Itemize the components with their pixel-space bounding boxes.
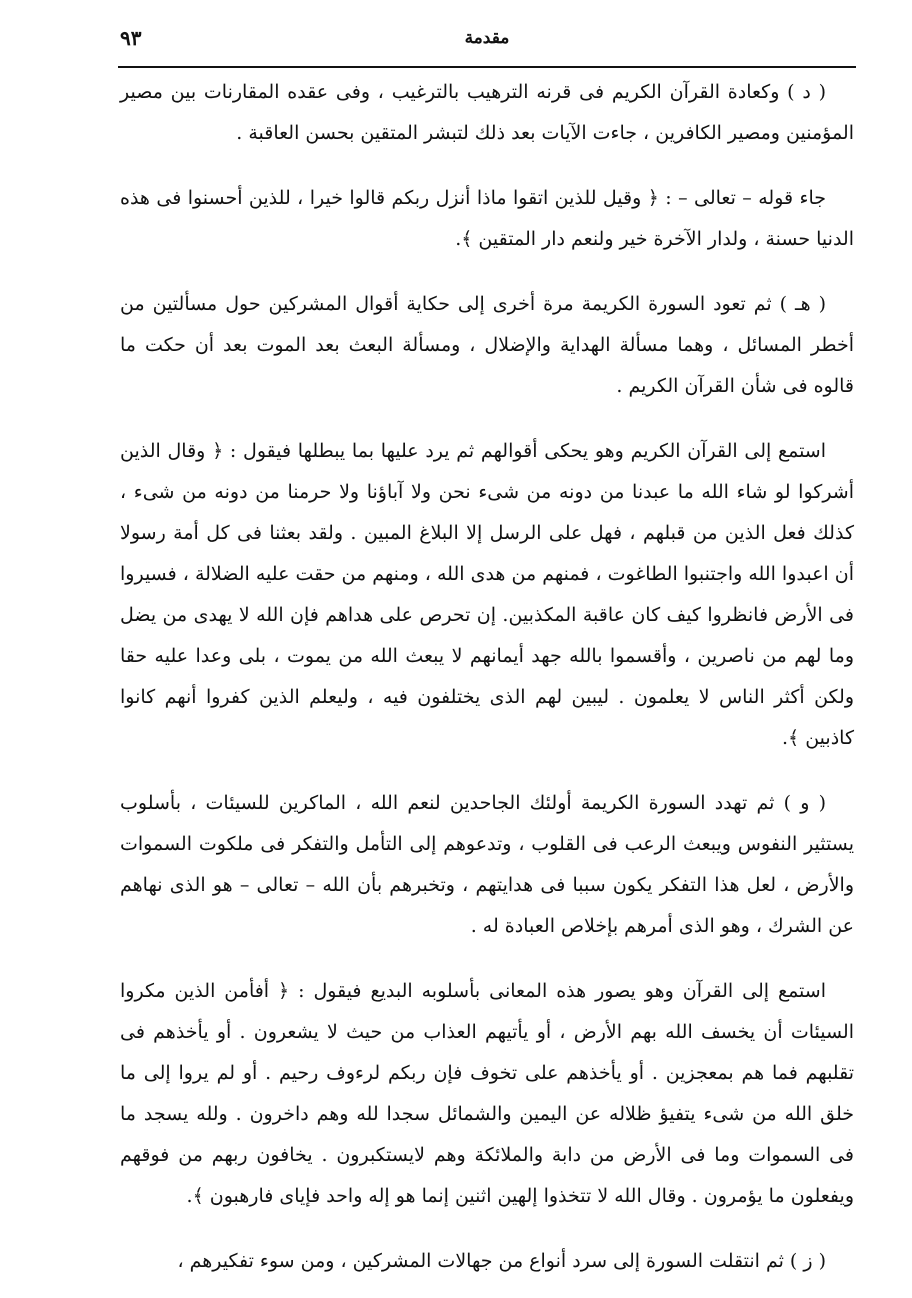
paragraph-w: ( و ) ثم تهدد السورة الكريمة أولئك الجاحدين لنعم الله ، الماكرين للسيئات ، بأسلوب يستثير النفوس ويبعث الرعب فى القلوب ، وتدعوهم إلى التأمل والتفكر فى ملكوت السموات والأرض ، لعل هذا التفكر يكون سببا فى هدايتهم ، وتخبرهم بأن الله – تعالى – هو الذى نهاهم عن الشرك ، وهو الذى أمرهم بإخلاص العبادة له . [120,792,854,937]
paragraph-quote-2: استمع إلى القرآن الكريم وهو يحكى أقوالهم ثم يرد عليها بما يبطلها فيقول : ﴿ وقال الذين أشركوا لو شاء الله ما عبدنا من دونه من شىء نحن ولا آباؤنا ولا حرمنا من دونه من شىء ، كذلك فعل الذين من قبلهم ، فهل على الرسل إلا البلاغ المبين . ولقد بعثنا فى كل أمة رسولا أن اعبدوا الله واجتنبوا الطاغوت ، فمنهم من هدى الله ، ومنهم من حقت عليه الضلالة ، فسيروا فى الأرض فانظروا كيف كان عاقبة المكذبين. إن تحرص على هداهم فإن الله لا يهدى من يضل وما لهم من ناصرين ، وأقسموا بالله جهد أيمانهم لا يبعث الله من يموت ، بلى وعدا عليه حقا ولكن أكثر الناس لا يعلمون . ليبين لهم الذى يختلفون فيه ، وليعلم الذين كفروا أنهم كانوا كاذبين ﴾. [120,440,854,749]
paragraph-quote-1: جاء قوله – تعالى – : ﴿ وقيل للذين اتقوا ماذا أنزل ربكم قالوا خيرا ، للذين أحسنوا فى هذه الدنيا حسنة ، ولدار الآخرة خير ولنعم دار المتقين ﴾. [120,187,854,250]
body-text [120,72,854,1282]
paragraph-z: ( ز ) ثم انتقلت السورة إلى سرد أنواع من جهالات المشركين ، ومن سوء تفكيرهم ، [177,1250,826,1272]
header-rule [118,66,856,68]
page-number: ٩٣ [120,26,142,50]
paragraph-h: ( هـ ) ثم تعود السورة الكريمة مرة أخرى إلى حكاية أقوال المشركين حول مسألتين من أخطر المسائل ، وهما مسألة الهداية والإضلال ، ومسألة البعث بعد الموت بعد أن حكت ما قالوه فى شأن القرآن الكريم . [120,293,854,397]
page-header [120,22,854,62]
paragraph-quote-3: استمع إلى القرآن وهو يصور هذه المعانى بأسلوبه البديع فيقول : ﴿ أفأمن الذين مكروا السيئات أن يخسف الله بهم الأرض ، أو يأتيهم العذاب من حيث لا يشعرون . أو يأخذهم فى تقلبهم فما هم بمعجزين . أو يأخذهم على تخوف فإن ربكم لرءوف رحيم . أو لم يروا إلى ما خلق الله من شىء يتفيؤ ظلاله عن اليمين والشمائل سجدا لله وهم داخرون . ولله يسجد ما فى السموات وما فى الأرض من دابة والملائكة وهم لايستكبرون . يخافون ربهم من فوقهم ويفعلون ما يؤمرون . وقال الله لا تتخذوا إلهين اثنين إنما هو إله واحد فإياى فارهبون ﴾. [120,980,854,1207]
paragraph-d: ( د ) وكعادة القرآن الكريم فى قرنه الترهيب بالترغيب ، وفى عقده المقارنات بين مصير المؤمنين ومصير الكافرين ، جاءت الآيات بعد ذلك لتبشر المتقين بحسن العاقبة . [120,81,854,144]
running-title: مقدمة [464,28,510,48]
